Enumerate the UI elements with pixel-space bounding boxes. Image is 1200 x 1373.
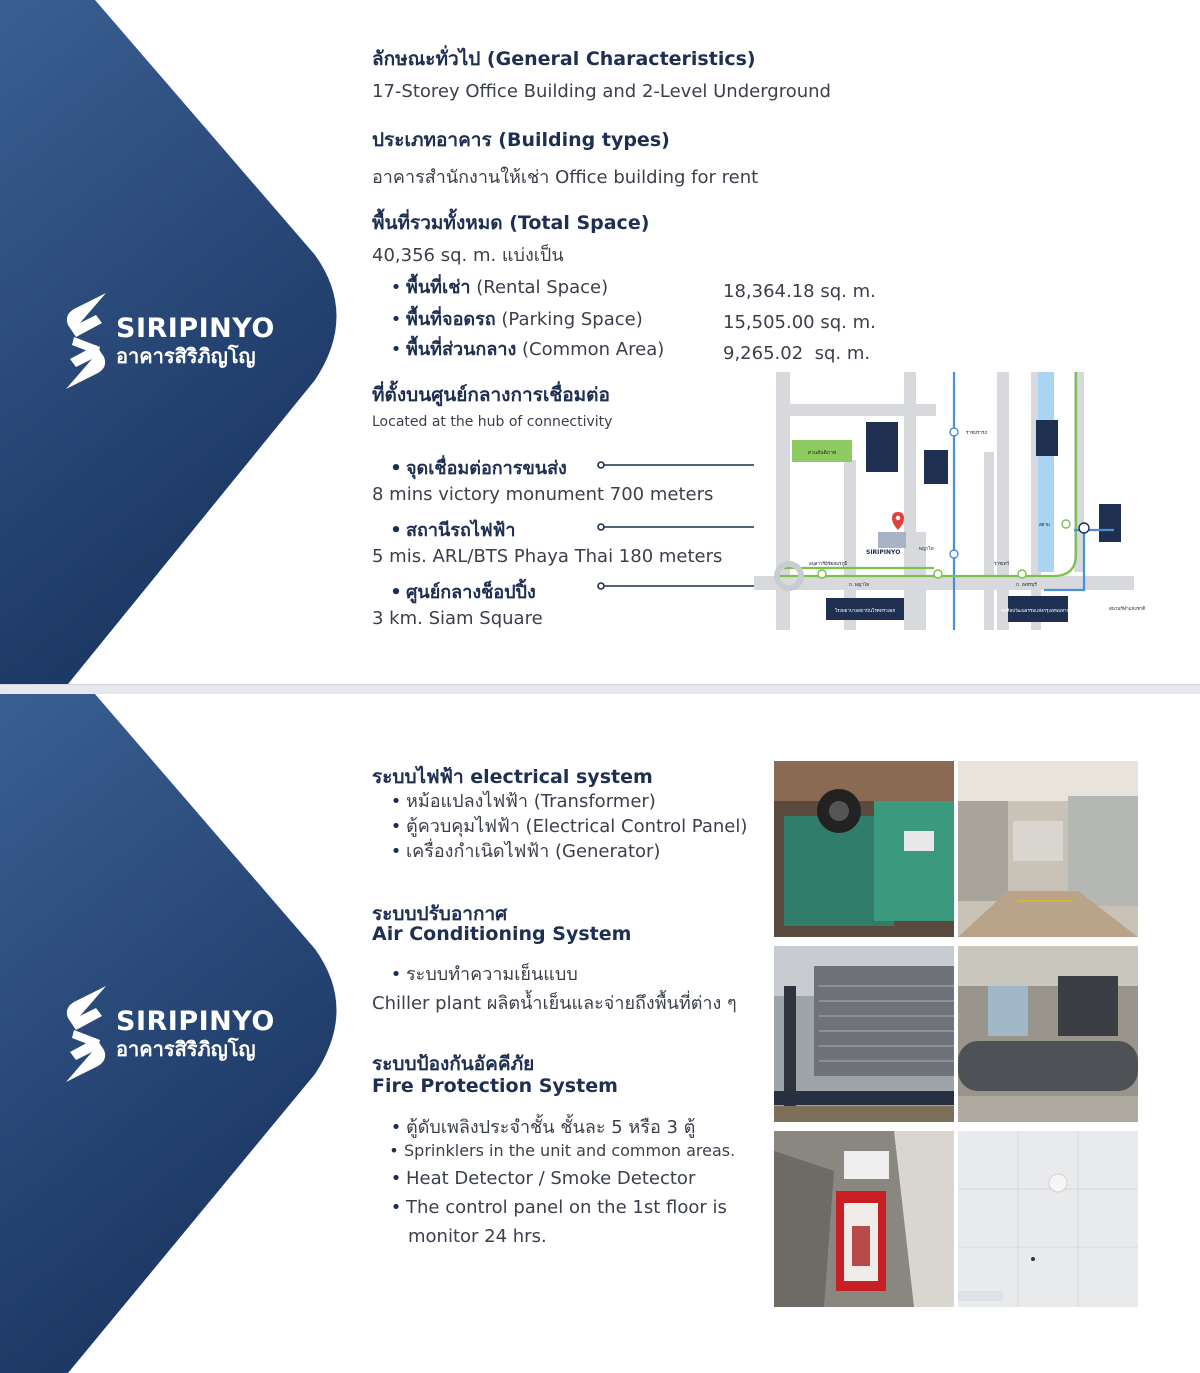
map-pin-label: SIRIPINYO <box>866 549 901 556</box>
fire-item-cabinet: • ตู้ดับเพลิงประจำชั้น ชั้นละ 5 หรือ 3 ตู้ <box>390 1117 696 1138</box>
connect-station: • สถานีรถไฟฟ้า <box>390 520 516 541</box>
electrical-room-photo <box>958 761 1138 937</box>
space-item-rental: • พื้นที่เช่า (Rental Space) <box>390 277 609 298</box>
logo-name-en: SIRIPINYO <box>116 313 275 344</box>
connect-transport: • จุดเชื่อมต่อการขนส่ง <box>390 458 567 479</box>
space-item-common: • พื้นที่ส่วนกลาง (Common Area) <box>390 339 665 360</box>
space-item-parking: • พื้นที่จอดรถ (Parking Space) <box>390 309 643 330</box>
connect-shopping-detail: 3 km. Siam Square <box>372 608 543 629</box>
electrical-item-generator: • เครื่องกำเนิดไฟฟ้า (Generator) <box>390 841 661 862</box>
slide-building-systems <box>0 694 1200 1373</box>
siam-label: สยาม <box>1039 523 1050 528</box>
cooling-tower-photo <box>774 946 954 1122</box>
electrical-item-transformer: • หม้อแปลงไฟฟ้า (Transformer) <box>390 791 656 812</box>
electrical-item-panel: • ตู้ควบคุมไฟฟ้า (Electrical Control Panel) <box>390 816 748 837</box>
road-phetchaburi-label: ถ. เพชรบุรี <box>1016 583 1037 588</box>
electrical-heading: ระบบไฟฟ้า electrical system <box>372 766 653 788</box>
victory-monument-label: อนุสาวรีย์ชัยสมรภูมิ <box>809 562 848 567</box>
ratchaprarop-label: ราชปรารภ <box>966 431 988 436</box>
location-heading: ที่ตั้งบนศูนย์กลางการเชื่อมต่อ <box>372 384 610 406</box>
logo-name-th: อาคารสิริภิญโญ <box>116 344 256 368</box>
fire-item-control-panel-cont: monitor 24 hrs. <box>408 1226 547 1247</box>
fire-item-control-panel: • The control panel on the 1st floor is <box>390 1197 727 1218</box>
stadium-label: สนามกีฬาแห่งชาติ <box>1109 607 1146 612</box>
location-subtitle: Located at the hub of connectivity <box>372 414 613 430</box>
chiller-photo <box>958 946 1138 1122</box>
fire-heading-en: Fire Protection System <box>372 1075 618 1097</box>
ac-text: Chiller plant ผลิตน้ำเย็นและจ่ายถึงพื้นที่ต่าง ๆ <box>372 993 737 1014</box>
connect-transport-detail: 8 mins victory monument 700 meters <box>372 484 714 505</box>
siripinyo-logo <box>62 986 275 1082</box>
slide-building-overview <box>0 0 1200 684</box>
generator-photo <box>774 761 954 937</box>
road-phaya-thai-label: ถ. พญาไท <box>849 583 870 588</box>
space-total: 40,356 sq. m. แบ่งเป็น <box>372 245 564 266</box>
fire-item-detector: • Heat Detector / Smoke Detector <box>390 1168 696 1189</box>
ac-heading-en: Air Conditioning System <box>372 923 632 945</box>
types-heading: ประเภทอาคาร (Building types) <box>372 129 670 151</box>
location-map <box>754 372 1146 630</box>
ac-heading-th: ระบบปรับอากาศ <box>372 903 508 925</box>
space-value-parking: 15,505.00 sq. m. <box>723 312 876 333</box>
ratchathewi-label: ราชเทวี <box>994 562 1010 567</box>
space-value-rental: 18,364.18 sq. m. <box>723 281 876 302</box>
siripinyo-logo <box>62 293 275 389</box>
siripinyo-s-icon <box>62 293 110 389</box>
park-label: สวนสันติภาพ <box>807 450 837 456</box>
ac-item: • ระบบทำความเย็นแบบ <box>390 964 578 985</box>
phaya-thai-label: พญาไท <box>919 547 934 552</box>
art-centre-label: หอศิลปวัฒนธรรมแห่งกรุงเทพมหานคร <box>1000 609 1076 614</box>
logo-name-th: อาคารสิริภิญโญ <box>116 1037 256 1061</box>
smoke-detector-photo <box>958 1131 1138 1307</box>
hospital-label: โรงพยาบาลสถาบันโรคทรวงอก <box>834 609 896 614</box>
general-heading: ลักษณะทั่วไป (General Characteristics) <box>372 48 756 70</box>
connect-station-detail: 5 mis. ARL/BTS Phaya Thai 180 meters <box>372 546 723 567</box>
connect-shopping: • ศูนย์กลางช็อปปิ้ง <box>390 582 536 603</box>
space-value-common: 9,265.02 sq. m. <box>723 343 871 364</box>
types-text: อาคารสำนักงานให้เช่า Office building for rent <box>372 167 759 188</box>
fire-heading-th: ระบบป้องกันอัคคีภัย <box>372 1053 535 1075</box>
space-heading: พื้นที่รวมทั้งหมด (Total Space) <box>372 212 650 234</box>
logo-name-en: SIRIPINYO <box>116 1006 275 1037</box>
canal <box>1038 372 1054 572</box>
general-text: 17-Storey Office Building and 2-Level Underground <box>372 81 831 102</box>
fire-cabinet-photo <box>774 1131 954 1307</box>
fire-item-sprinklers: • Sprinklers in the unit and common areas. <box>389 1141 736 1160</box>
siripinyo-s-icon <box>62 986 110 1082</box>
